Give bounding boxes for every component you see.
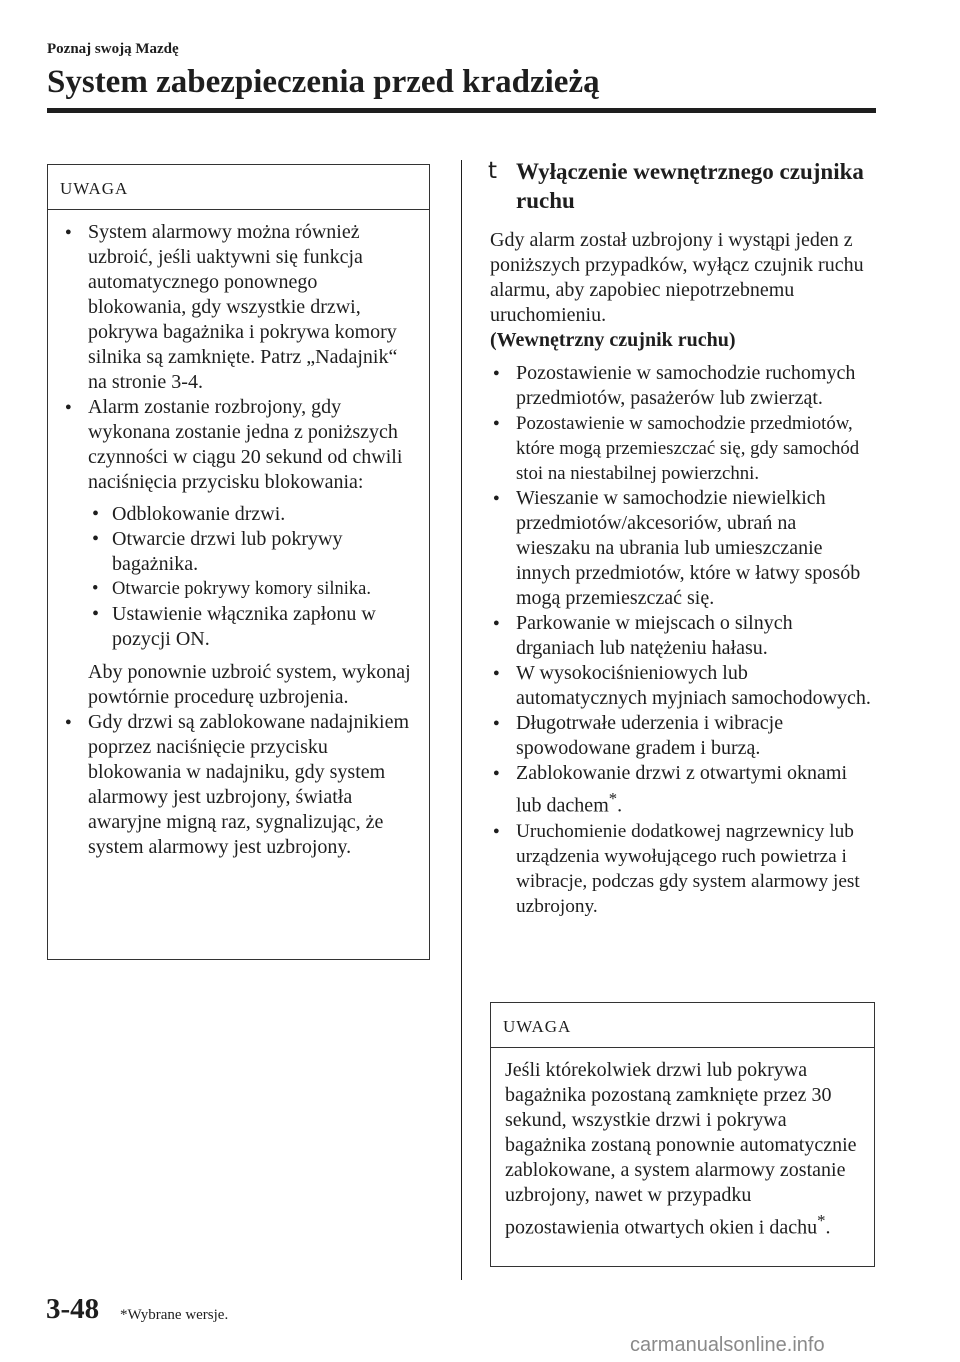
- right-note-body: Jeśli którekolwiek drzwi lub pokrywa bagażnika pozostaną zamknięte przez 30 sekund, wszystkie drzwi i pokrywa bagażnika zostaną ponownie automatycznie zablokowane, a system alarmowy zostanie uzbrojony, nawet w przypadku pozostawienia otwartych okien i dachu*.: [505, 1059, 857, 1239]
- optional-asterisk: *: [817, 1211, 826, 1230]
- page-number: 3-48: [46, 1293, 100, 1325]
- optional-asterisk: *: [608, 789, 618, 808]
- note-item: ● Gdy drzwi są zablokowane nadajnikiem poprzez naciśnięcie przycisku blokowania w nadajniku, gdy system alarmowy jest uzbrojony, światła awaryjne migną raz, sygnalizując, że system alarmowy jest uzbrojony.: [62, 710, 419, 860]
- case-item: ● Pozostawienie w samochodzie przedmiotów, które mogą przemieszczać się, gdy samochód stoi na niestabilnej powierzchni.: [490, 411, 875, 486]
- section-body: [490, 228, 875, 919]
- left-note-heading: UWAGA: [48, 165, 429, 210]
- left-note-box: [47, 164, 430, 960]
- watermark: carmanualsonline.info: [630, 1334, 825, 1356]
- disarm-action: • Ustawienie włącznika zapłonu w pozycji ON.: [88, 602, 419, 652]
- left-note-body: [48, 210, 429, 860]
- case-item: ● Parkowanie w miejscach o silnych drganiach lub natężeniu hałasu.: [490, 611, 875, 661]
- case-item: ● Pozostawienie w samochodzie ruchomych przedmiotów, pasażerów lub zwierząt.: [490, 361, 875, 411]
- title-rule: [47, 108, 876, 113]
- disarm-action: • Otwarcie pokrywy komory silnika.: [88, 577, 419, 602]
- right-note-text: Jeśli którekolwiek drzwi lub pokrywa bagażnika pozostaną zamknięte przez 30 sekund, wszystkie drzwi i pokrywa bagażnika zostaną ponownie automatycznie zablokowane, a system alarmowy zostanie uzbrojony, nawet w przypadku pozostawienia otwartych okien i dachu: [505, 1059, 857, 1239]
- left-note-list: [62, 220, 419, 495]
- case-item: ● Uruchomienie dodatkowej nagrzewnicy lub urządzenia wywołującego ruch powietrza i wibracje, podczas gdy system alarmowy jest uzbrojony.: [490, 819, 875, 919]
- note-item: ● System alarmowy można również uzbroić, jeśli uaktywni się funkcja automatycznego ponownego blokowania, gdy wszystkie drzwi, pokrywa bagażnika i pokrywa komory silnika są zamknięte. Patrz „Nadajnik“ na stronie 3-4.: [62, 220, 419, 395]
- rearm-text: Aby ponownie uzbroić system, wykonaj powtórnie procedurę uzbrojenia.: [88, 661, 411, 708]
- section-heading-text: Wyłączenie wewnętrznego czujnika ruchu: [516, 159, 864, 213]
- right-note-heading: UWAGA: [491, 1003, 874, 1048]
- right-note-box: [490, 1002, 875, 1267]
- footnote: *Wybrane wersje.: [120, 1307, 229, 1323]
- case-item: ● W wysokociśnieniowych lub automatycznych myjniach samochodowych.: [490, 661, 875, 711]
- disarm-action: • Odblokowanie drzwi.: [88, 502, 419, 527]
- section-marker: t: [488, 158, 498, 184]
- note-item: ● Alarm zostanie rozbrojony, gdy wykonana zostanie jedna z poniższych czynności w ciągu 20 sekund od chwili naciśnięcia przycisku blokowania:: [62, 395, 419, 495]
- section-subheading: (Wewnętrzny czujnik ruchu): [490, 329, 736, 351]
- case-item: ● Wieszanie w samochodzie niewielkich przedmiotów/akcesoriów, ubrań na wieszaku na ubrania lub umieszczanie innych przedmiotów, które w łatwy sposób mogą przemieszczać się.: [490, 486, 875, 611]
- case-item-text: Zablokowanie drzwi z otwartymi oknami lub dachem: [516, 762, 848, 817]
- page-title: System zabezpieczenia przed kradzieżą: [47, 64, 600, 100]
- disarm-actions-list: [88, 502, 419, 652]
- column-divider: [461, 160, 462, 1280]
- section-intro: Gdy alarm został uzbrojony i wystąpi jeden z poniższych przypadków, wyłącz czujnik ruchu alarmu, aby zapobiec niepotrzebnemu uruchomieniu.: [490, 229, 864, 326]
- case-item: ● Zablokowanie drzwi z otwartymi oknami lub dachem*.: [490, 761, 875, 819]
- section-heading: [490, 157, 870, 215]
- left-note-list-2: [62, 710, 419, 860]
- disarm-action: • Otwarcie drzwi lub pokrywy bagażnika.: [88, 527, 419, 577]
- breadcrumb: Poznaj swoją Mazdę: [47, 41, 179, 57]
- case-item: ● Długotrwałe uderzenia i wibracje spowodowane gradem i burzą.: [490, 711, 875, 761]
- motion-sensor-cases-list: [490, 361, 875, 919]
